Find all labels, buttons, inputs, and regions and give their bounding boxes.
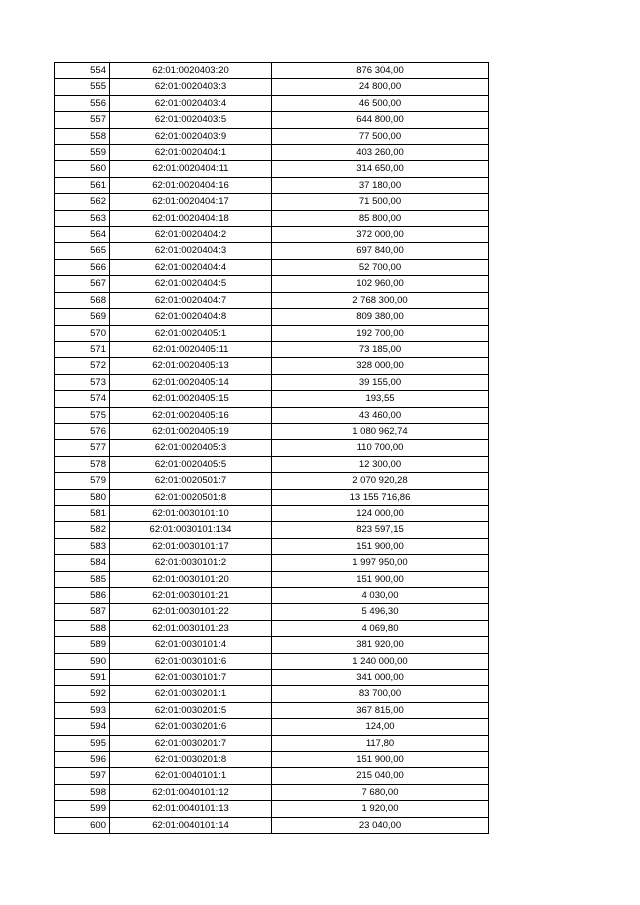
cadastral-number-cell: 62:01:0020404:2 [110,227,272,243]
table-row [55,243,489,259]
row-number-cell: 569 [55,309,110,325]
row-number-cell: 597 [55,768,110,784]
table-row [55,670,489,686]
value-cell: 39 155,00 [272,374,489,390]
table-row [55,391,489,407]
table-row [55,358,489,374]
row-number-cell: 568 [55,292,110,308]
cadastral-number-cell: 62:01:0020404:4 [110,259,272,275]
table-row [55,210,489,226]
table-row [55,423,489,439]
cadastral-number-cell: 62:01:0040101:1 [110,768,272,784]
row-number-cell: 594 [55,719,110,735]
value-cell: 644 800,00 [272,112,489,128]
table-row [55,79,489,95]
row-number-cell: 579 [55,473,110,489]
value-cell: 77 500,00 [272,128,489,144]
value-cell: 372 000,00 [272,227,489,243]
value-cell: 12 300,00 [272,456,489,472]
table-row [55,292,489,308]
row-number-cell: 560 [55,161,110,177]
cadastral-number-cell: 62:01:0020404:1 [110,145,272,161]
cadastral-number-cell: 62:01:0040101:14 [110,817,272,833]
cadastral-number-cell: 62:01:0030101:2 [110,555,272,571]
table-row [55,702,489,718]
cadastral-number-cell: 62:01:0020405:5 [110,456,272,472]
table-row [55,620,489,636]
table-row [55,309,489,325]
row-number-cell: 559 [55,145,110,161]
value-cell: 1 997 950,00 [272,555,489,571]
table-row [55,686,489,702]
row-number-cell: 583 [55,538,110,554]
table-row [55,522,489,538]
row-number-cell: 577 [55,440,110,456]
table-row [55,473,489,489]
row-number-cell: 580 [55,489,110,505]
value-cell: 2 768 300,00 [272,292,489,308]
row-number-cell: 588 [55,620,110,636]
value-cell: 52 700,00 [272,259,489,275]
row-number-cell: 590 [55,653,110,669]
value-cell: 192 700,00 [272,325,489,341]
row-number-cell: 589 [55,637,110,653]
value-cell: 1 240 000,00 [272,653,489,669]
value-cell: 697 840,00 [272,243,489,259]
row-number-cell: 575 [55,407,110,423]
cadastral-number-cell: 62:01:0020403:5 [110,112,272,128]
row-number-cell: 572 [55,358,110,374]
row-number-cell: 582 [55,522,110,538]
cadastral-number-cell: 62:01:0030101:7 [110,670,272,686]
cadastral-number-cell: 62:01:0020404:11 [110,161,272,177]
cadastral-number-cell: 62:01:0030101:6 [110,653,272,669]
value-cell: 102 960,00 [272,276,489,292]
row-number-cell: 596 [55,752,110,768]
cadastral-number-cell: 62:01:0020403:4 [110,95,272,111]
table-row [55,259,489,275]
cadastral-number-cell: 62:01:0030101:21 [110,588,272,604]
cadastral-number-cell: 62:01:0020404:17 [110,194,272,210]
cadastral-number-cell: 62:01:0040101:13 [110,801,272,817]
row-number-cell: 578 [55,456,110,472]
cadastral-value-table [54,62,489,834]
table-row [55,194,489,210]
table-row [55,276,489,292]
cadastral-number-cell: 62:01:0020405:11 [110,341,272,357]
cadastral-number-cell: 62:01:0020404:7 [110,292,272,308]
value-cell: 24 800,00 [272,79,489,95]
value-cell: 2 070 920,28 [272,473,489,489]
value-cell: 4 030,00 [272,588,489,604]
table-body [55,63,489,834]
table-row [55,588,489,604]
row-number-cell: 570 [55,325,110,341]
row-number-cell: 591 [55,670,110,686]
table-row [55,653,489,669]
value-cell: 215 040,00 [272,768,489,784]
cadastral-number-cell: 62:01:0020405:14 [110,374,272,390]
table-row [55,604,489,620]
cadastral-number-cell: 62:01:0020501:7 [110,473,272,489]
cadastral-number-cell: 62:01:0030101:17 [110,538,272,554]
value-cell: 367 815,00 [272,702,489,718]
table-row [55,177,489,193]
cadastral-number-cell: 62:01:0020403:9 [110,128,272,144]
value-cell: 341 000,00 [272,670,489,686]
value-cell: 23 040,00 [272,817,489,833]
table-row [55,752,489,768]
table-row [55,489,489,505]
cadastral-number-cell: 62:01:0020501:8 [110,489,272,505]
table-row [55,374,489,390]
row-number-cell: 557 [55,112,110,128]
row-number-cell: 585 [55,571,110,587]
cadastral-number-cell: 62:01:0030101:10 [110,505,272,521]
row-number-cell: 573 [55,374,110,390]
value-cell: 37 180,00 [272,177,489,193]
value-cell: 13 155 716,86 [272,489,489,505]
cadastral-number-cell: 62:01:0020404:18 [110,210,272,226]
value-cell: 73 185,00 [272,341,489,357]
value-cell: 151 900,00 [272,571,489,587]
table-row [55,161,489,177]
value-cell: 1 080 962,74 [272,423,489,439]
row-number-cell: 554 [55,63,110,79]
cadastral-number-cell: 62:01:0020405:13 [110,358,272,374]
row-number-cell: 561 [55,177,110,193]
value-cell: 823 597,15 [272,522,489,538]
cadastral-number-cell: 62:01:0020405:15 [110,391,272,407]
value-cell: 85 800,00 [272,210,489,226]
table-row [55,817,489,833]
cadastral-number-cell: 62:01:0030101:4 [110,637,272,653]
table-row [55,571,489,587]
cadastral-number-cell: 62:01:0020404:8 [110,309,272,325]
row-number-cell: 558 [55,128,110,144]
row-number-cell: 574 [55,391,110,407]
cadastral-number-cell: 62:01:0030101:23 [110,620,272,636]
table-row [55,112,489,128]
value-cell: 381 920,00 [272,637,489,653]
row-number-cell: 576 [55,423,110,439]
table-row [55,637,489,653]
value-cell: 193,55 [272,391,489,407]
row-number-cell: 556 [55,95,110,111]
row-number-cell: 567 [55,276,110,292]
row-number-cell: 566 [55,259,110,275]
table-row [55,63,489,79]
cadastral-number-cell: 62:01:0020405:19 [110,423,272,439]
row-number-cell: 586 [55,588,110,604]
value-cell: 83 700,00 [272,686,489,702]
cadastral-number-cell: 62:01:0020405:16 [110,407,272,423]
value-cell: 1 920,00 [272,801,489,817]
row-number-cell: 592 [55,686,110,702]
value-cell: 4 069,80 [272,620,489,636]
table-row [55,145,489,161]
row-number-cell: 564 [55,227,110,243]
value-cell: 46 500,00 [272,95,489,111]
row-number-cell: 595 [55,735,110,751]
value-cell: 7 680,00 [272,784,489,800]
row-number-cell: 571 [55,341,110,357]
row-number-cell: 584 [55,555,110,571]
cadastral-number-cell: 62:01:0020404:3 [110,243,272,259]
value-cell: 43 460,00 [272,407,489,423]
cadastral-number-cell: 62:01:0020405:1 [110,325,272,341]
table-row [55,784,489,800]
cadastral-number-cell: 62:01:0040101:12 [110,784,272,800]
row-number-cell: 600 [55,817,110,833]
value-cell: 5 496,30 [272,604,489,620]
table-row [55,505,489,521]
table-row [55,440,489,456]
table-row [55,407,489,423]
value-cell: 328 000,00 [272,358,489,374]
cadastral-number-cell: 62:01:0030101:20 [110,571,272,587]
cadastral-number-cell: 62:01:0020404:5 [110,276,272,292]
cadastral-number-cell: 62:01:0030201:7 [110,735,272,751]
cadastral-number-cell: 62:01:0020403:3 [110,79,272,95]
value-cell: 71 500,00 [272,194,489,210]
row-number-cell: 565 [55,243,110,259]
table-row [55,768,489,784]
value-cell: 403 260,00 [272,145,489,161]
row-number-cell: 593 [55,702,110,718]
table-row [55,801,489,817]
cadastral-number-cell: 62:01:0030201:5 [110,702,272,718]
table-row [55,128,489,144]
table-row [55,95,489,111]
row-number-cell: 581 [55,505,110,521]
cadastral-number-cell: 62:01:0020403:20 [110,63,272,79]
row-number-cell: 599 [55,801,110,817]
cadastral-number-cell: 62:01:0020404:16 [110,177,272,193]
row-number-cell: 598 [55,784,110,800]
value-cell: 809 380,00 [272,309,489,325]
value-cell: 151 900,00 [272,752,489,768]
value-cell: 124 000,00 [272,505,489,521]
cadastral-number-cell: 62:01:0020405:3 [110,440,272,456]
cadastral-number-cell: 62:01:0030101:134 [110,522,272,538]
row-number-cell: 587 [55,604,110,620]
row-number-cell: 555 [55,79,110,95]
value-cell: 314 650,00 [272,161,489,177]
value-cell: 876 304,00 [272,63,489,79]
table-row [55,456,489,472]
value-cell: 124,00 [272,719,489,735]
row-number-cell: 562 [55,194,110,210]
table-row [55,555,489,571]
cadastral-number-cell: 62:01:0030201:8 [110,752,272,768]
value-cell: 110 700,00 [272,440,489,456]
cadastral-number-cell: 62:01:0030201:1 [110,686,272,702]
cadastral-number-cell: 62:01:0030201:6 [110,719,272,735]
table-row [55,227,489,243]
cadastral-number-cell: 62:01:0030101:22 [110,604,272,620]
value-cell: 151 900,00 [272,538,489,554]
table-row [55,719,489,735]
value-cell: 117,80 [272,735,489,751]
table-row [55,341,489,357]
table-row [55,538,489,554]
table-row [55,735,489,751]
table-row [55,325,489,341]
row-number-cell: 563 [55,210,110,226]
